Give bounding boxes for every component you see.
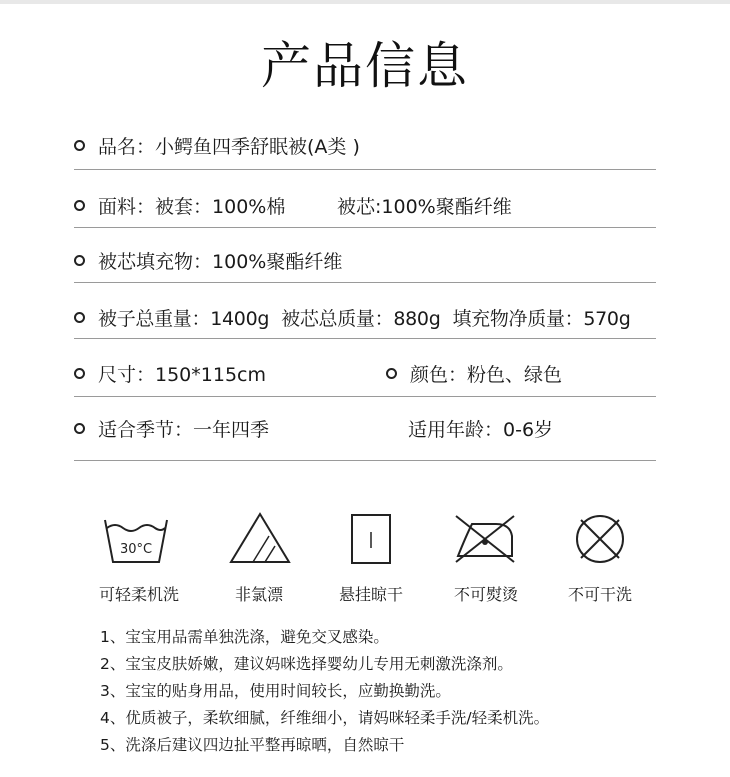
fabric-cover: 被套：100%棉 — [155, 196, 286, 218]
divider — [74, 169, 656, 170]
do-not-iron-icon — [425, 510, 545, 568]
bullet-icon — [386, 368, 397, 379]
no-chlorine-bleach-icon — [200, 510, 320, 568]
filling-value: 100%聚酯纤维 — [212, 251, 343, 273]
hand-wash-30-icon — [76, 510, 196, 568]
svg-text:30°C: 30°C — [119, 542, 153, 557]
care-label: 不可熨烫 — [453, 585, 518, 604]
bullet-icon — [74, 423, 85, 434]
page-title: 产品信息 — [261, 37, 469, 95]
bullet-icon — [74, 255, 85, 266]
age-value: 适用年龄：0-6岁 — [408, 419, 554, 441]
bullet-icon — [74, 312, 85, 323]
total-weight: 被子总重量：1400g — [98, 308, 270, 330]
fabric-label: 面料： — [98, 196, 156, 218]
divider — [74, 338, 656, 339]
divider — [74, 396, 656, 397]
size-value: 尺寸：150*115cm — [98, 364, 266, 386]
info-row-size-color — [74, 356, 656, 394]
hang-dry-shade-icon — [311, 510, 431, 568]
name-label: 品名： — [98, 136, 156, 158]
note-item: 4、优质被子，柔软细腻，纤维细小，请妈咪轻柔手洗/轻柔机洗。 — [100, 709, 550, 727]
info-row-fabric — [74, 188, 656, 226]
top-strip — [0, 0, 730, 4]
note-item: 2、宝宝皮肤娇嫩，建议妈咪选择婴幼儿专用无刺激洗涤剂。 — [100, 655, 513, 673]
filling-label: 被芯填充物： — [98, 251, 213, 273]
care-label: 悬挂晾干 — [338, 585, 403, 604]
bullet-icon — [74, 368, 85, 379]
care-notes — [100, 624, 700, 759]
fabric-core: 被芯:100%聚酯纤维 — [337, 196, 512, 218]
divider — [74, 282, 656, 283]
filling-weight: 填充物净质量：570g — [452, 308, 631, 330]
care-label: 可轻柔机洗 — [98, 585, 179, 604]
info-row-filling — [74, 243, 656, 281]
divider — [74, 227, 656, 228]
info-row-season-age — [74, 411, 656, 449]
bullet-icon — [74, 140, 85, 151]
divider — [74, 460, 656, 461]
care-label: 非氯漂 — [234, 585, 283, 604]
note-item: 5、洗涤后建议四边扯平整再晾晒，自然晾干 — [100, 736, 405, 754]
info-row-weight — [74, 300, 656, 338]
name-value: 小鳄鱼四季舒眠被(A类 ) — [155, 136, 360, 158]
season-value: 适合季节：一年四季 — [98, 419, 270, 441]
care-label: 不可干洗 — [567, 585, 632, 604]
bullet-icon — [74, 200, 85, 211]
core-weight: 被芯总质量：880g — [281, 308, 441, 330]
info-row-name — [74, 128, 656, 166]
do-not-dry-clean-icon — [540, 510, 660, 568]
note-item: 1、宝宝用品需单独洗涤，避免交叉感染。 — [100, 628, 389, 646]
color-value: 颜色：粉色、绿色 — [410, 364, 563, 386]
note-item: 3、宝宝的贴身用品，使用时间较长，应勤换勤洗。 — [100, 682, 451, 700]
